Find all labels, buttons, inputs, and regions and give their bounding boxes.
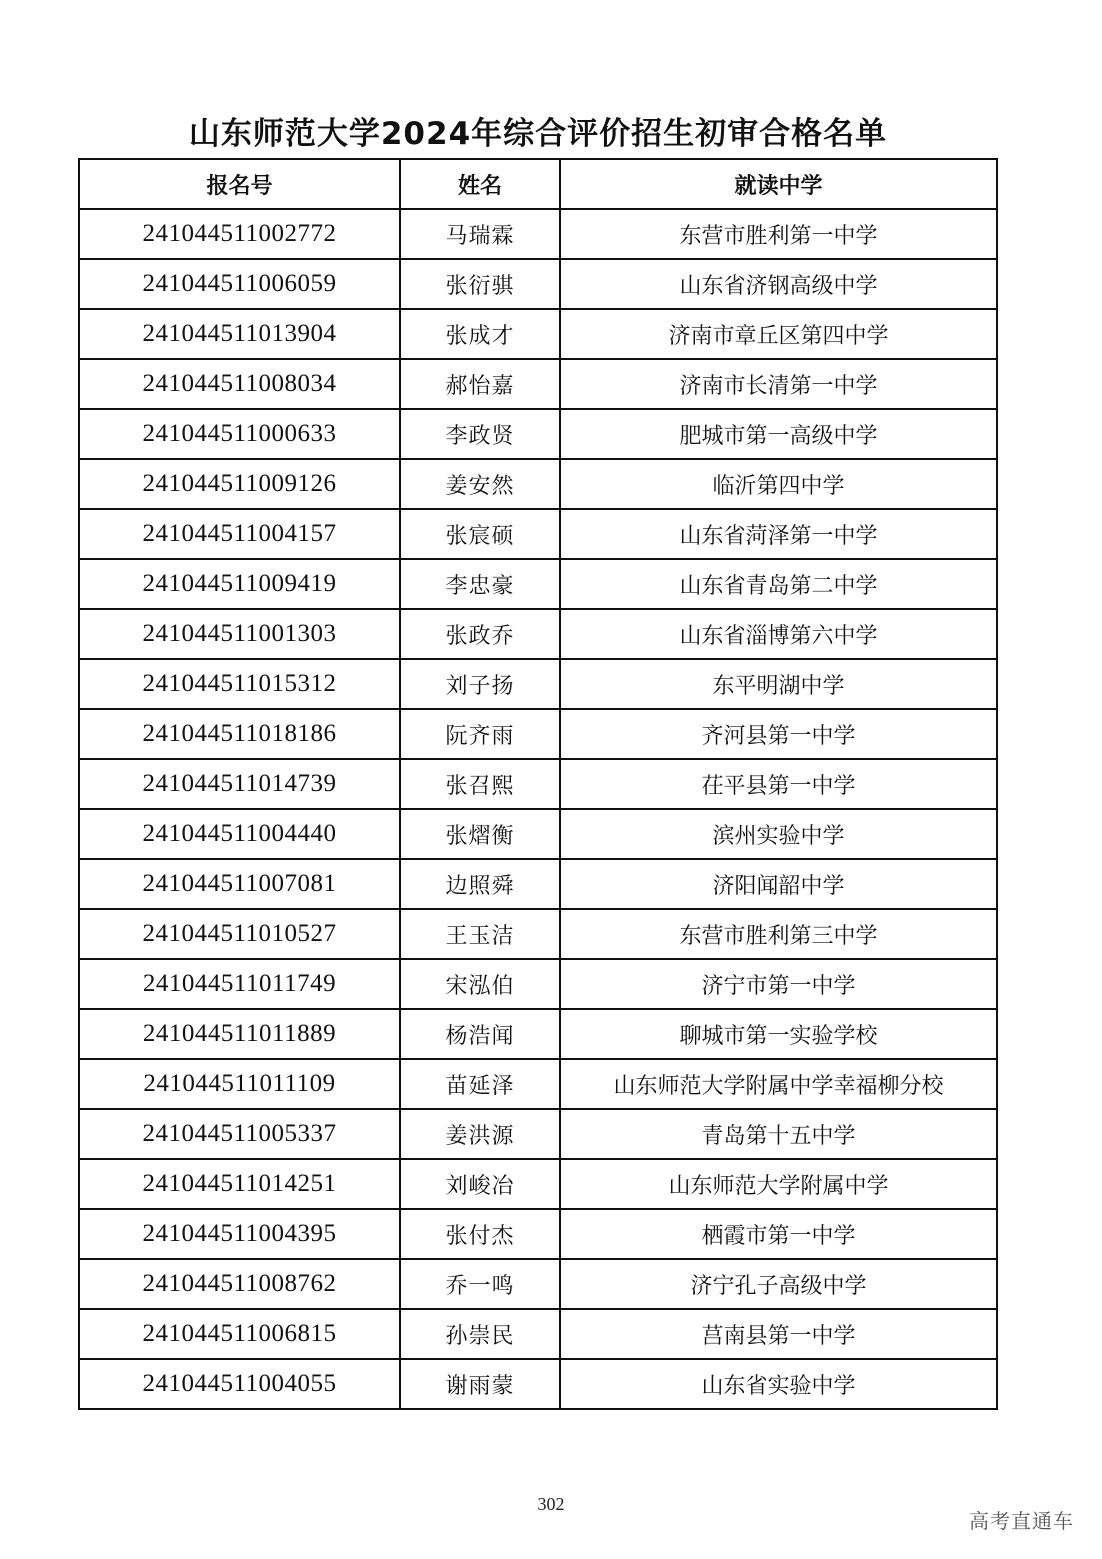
table-row (79, 1259, 997, 1309)
table-row (79, 359, 997, 409)
registration-number-cell: 241044511000633 (79, 409, 400, 459)
header-registration-number: 报名号 (79, 159, 400, 209)
school-cell: 济宁市第一中学 (560, 959, 997, 1009)
student-name-cell: 杨浩闻 (400, 1009, 560, 1059)
student-name-cell: 张宸硕 (400, 509, 560, 559)
table-row (79, 1109, 997, 1159)
registration-number-cell: 241044511004395 (79, 1209, 400, 1259)
school-cell: 济宁孔子高级中学 (560, 1259, 997, 1309)
table-row (79, 1159, 997, 1209)
document-title: 山东师范大学2024年综合评价招生初审合格名单 (188, 116, 888, 152)
student-name-cell: 郝怡嘉 (400, 359, 560, 409)
student-name-cell: 姜洪源 (400, 1109, 560, 1159)
school-cell: 东营市胜利第一中学 (560, 209, 997, 259)
school-cell: 临沂第四中学 (560, 459, 997, 509)
registration-number-cell: 241044511001303 (79, 609, 400, 659)
table-row (79, 609, 997, 659)
table-row (79, 559, 997, 609)
table-row (79, 209, 997, 259)
table-row (79, 409, 997, 459)
registration-number-cell: 241044511011749 (79, 959, 400, 1009)
registration-number-cell: 241044511004440 (79, 809, 400, 859)
registration-number-cell: 241044511014739 (79, 759, 400, 809)
table-row (79, 709, 997, 759)
table-row (79, 659, 997, 709)
registration-number-cell: 241044511006059 (79, 259, 400, 309)
registration-number-cell: 241044511007081 (79, 859, 400, 909)
student-name-cell: 王玉洁 (400, 909, 560, 959)
registration-number-cell: 241044511006815 (79, 1309, 400, 1359)
table-body (79, 209, 997, 1409)
registration-number-cell: 241044511015312 (79, 659, 400, 709)
table-row (79, 509, 997, 559)
student-name-cell: 李政贤 (400, 409, 560, 459)
watermark: 高考直通车 (969, 1509, 1074, 1533)
student-name-cell: 张召熙 (400, 759, 560, 809)
student-name-cell: 孙崇民 (400, 1309, 560, 1359)
student-name-cell: 谢雨蒙 (400, 1359, 560, 1409)
table-row (79, 759, 997, 809)
registration-number-cell: 241044511005337 (79, 1109, 400, 1159)
school-cell: 山东省青岛第二中学 (560, 559, 997, 609)
school-cell: 山东省实验中学 (560, 1359, 997, 1409)
student-name-cell: 马瑞霖 (400, 209, 560, 259)
school-cell: 滨州实验中学 (560, 809, 997, 859)
table-row (79, 809, 997, 859)
registration-number-cell: 241044511008034 (79, 359, 400, 409)
table-row (79, 1009, 997, 1059)
registration-number-cell: 241044511002772 (79, 209, 400, 259)
student-name-cell: 宋泓伯 (400, 959, 560, 1009)
table-row (79, 309, 997, 359)
student-name-cell: 姜安然 (400, 459, 560, 509)
school-cell: 济南市章丘区第四中学 (560, 309, 997, 359)
student-name-cell: 张熠衡 (400, 809, 560, 859)
school-cell: 齐河县第一中学 (560, 709, 997, 759)
header-name: 姓名 (400, 159, 560, 209)
school-cell: 山东省菏泽第一中学 (560, 509, 997, 559)
table-row (79, 909, 997, 959)
student-name-cell: 李忠豪 (400, 559, 560, 609)
table-row (79, 959, 997, 1009)
student-name-cell: 边照舜 (400, 859, 560, 909)
school-cell: 栖霞市第一中学 (560, 1209, 997, 1259)
school-cell: 东平明湖中学 (560, 659, 997, 709)
student-name-cell: 张成才 (400, 309, 560, 359)
table-row (79, 859, 997, 909)
header-school: 就读中学 (560, 159, 997, 209)
registration-number-cell: 241044511013904 (79, 309, 400, 359)
table-header-row (79, 159, 997, 209)
registration-number-cell: 241044511011889 (79, 1009, 400, 1059)
school-cell: 山东师范大学附属中学幸福柳分校 (560, 1059, 997, 1109)
student-name-cell: 刘子扬 (400, 659, 560, 709)
table-row (79, 259, 997, 309)
registration-number-cell: 241044511011109 (79, 1059, 400, 1109)
school-cell: 东营市胜利第三中学 (560, 909, 997, 959)
student-name-cell: 张付杰 (400, 1209, 560, 1259)
student-name-cell: 阮齐雨 (400, 709, 560, 759)
admission-list-table (78, 158, 998, 1410)
school-cell: 茌平县第一中学 (560, 759, 997, 809)
school-cell: 肥城市第一高级中学 (560, 409, 997, 459)
school-cell: 山东省淄博第六中学 (560, 609, 997, 659)
registration-number-cell: 241044511004055 (79, 1359, 400, 1409)
school-cell: 济阳闻韶中学 (560, 859, 997, 909)
table-row (79, 1359, 997, 1409)
registration-number-cell: 241044511018186 (79, 709, 400, 759)
school-cell: 莒南县第一中学 (560, 1309, 997, 1359)
table-row (79, 459, 997, 509)
table-row (79, 1309, 997, 1359)
registration-number-cell: 241044511014251 (79, 1159, 400, 1209)
registration-number-cell: 241044511009419 (79, 559, 400, 609)
registration-number-cell: 241044511008762 (79, 1259, 400, 1309)
student-name-cell: 刘峻冶 (400, 1159, 560, 1209)
registration-number-cell: 241044511009126 (79, 459, 400, 509)
school-cell: 济南市长清第一中学 (560, 359, 997, 409)
student-name-cell: 乔一鸣 (400, 1259, 560, 1309)
registration-number-cell: 241044511004157 (79, 509, 400, 559)
school-cell: 山东省济钢高级中学 (560, 259, 997, 309)
student-name-cell: 张政乔 (400, 609, 560, 659)
registration-number-cell: 241044511010527 (79, 909, 400, 959)
table-row (79, 1209, 997, 1259)
table-row (79, 1059, 997, 1109)
school-cell: 山东师范大学附属中学 (560, 1159, 997, 1209)
school-cell: 青岛第十五中学 (560, 1109, 997, 1159)
page-number: 302 (537, 1494, 565, 1514)
school-cell: 聊城市第一实验学校 (560, 1009, 997, 1059)
student-name-cell: 张衍骐 (400, 259, 560, 309)
student-name-cell: 苗延泽 (400, 1059, 560, 1109)
